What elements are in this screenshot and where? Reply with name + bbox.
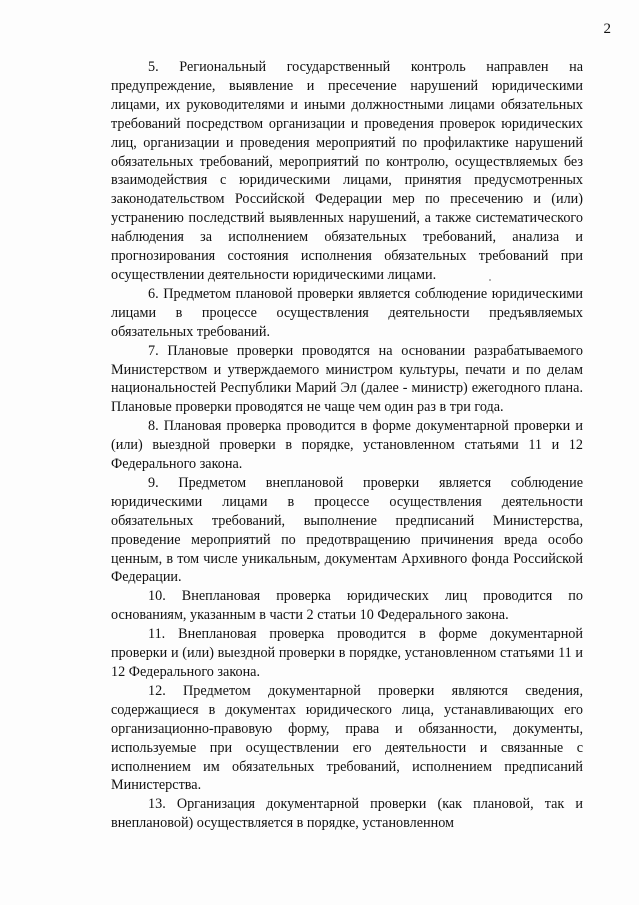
scan-speck	[489, 279, 491, 281]
paragraph-12: 12. Предметом документарной проверки являются сведения, содержащиеся в документах юридического лица, устанавливающих его организационно-правовую форму, права и обязанности, документы, используемые при осуществлении его деятельности и связанные с исполнением им обязательных требований, исполнением предписаний Министерства.	[111, 682, 583, 794]
paragraph-6: 6. Предметом плановой проверки является соблюдение юридическими лицами в процессе осуществления деятельности предъявляемых обязательных требований.	[111, 285, 583, 340]
paragraph-13: 13. Организация документарной проверки (как плановой, так и внеплановой) осуществляется в порядке, установленном	[111, 796, 583, 832]
paragraph-8: 8. Плановая проверка проводится в форме документарной проверки и (или) выездной проверки в порядке, установленном статьями 11 и 12 Федерального закона.	[111, 418, 583, 473]
paragraph-9: 9. Предметом внеплановой проверки является соблюдение юридическими лицами в процессе осуществления деятельности обязательных требований, выполнение предписаний Министерства, проведение мероприятий по предотвращению причинения вреда особо ценным, в том числе уникальным, документам Архивного фонда Российской Федерации.	[111, 474, 583, 586]
page-number: 2	[603, 21, 611, 37]
paragraph-7: 7. Плановые проверки проводятся на основании разрабатываемого Министерством и утверждаемого министром культуры, печати и по делам национальностей Республики Марий Эл (далее - министр) ежегодного плана. Плановые проверки проводятся не чаще чем один раз в три года.	[111, 342, 583, 416]
paragraph-10: 10. Внеплановая проверка юридических лиц проводится по основаниям, указанным в части 2 статьи 10 Федерального закона.	[111, 588, 583, 624]
paragraph-11: 11. Внеплановая проверка проводится в форме документарной проверки и (или) выездной проверки в порядке, установленном статьями 11 и 12 Федерального закона.	[111, 626, 583, 680]
document-body	[111, 58, 583, 833]
paragraph-5: 5. Региональный государственный контроль направлен на предупреждение, выявление и пресечение нарушений юридическими лицами, их руководителями и иными должностными лицами обязательных требований посредством организации и проведения проверок юридических лиц, организации и проведения мероприятий по профилактике нарушений обязательных требований, мероприятий по контролю, осуществляемых без взаимодействия с юридическими лицами, принятия предусмотренных законодательством Российской Федерации мер по пресечению и (или) устранению последствий выявленных нарушений, а также систематического наблюдения за исполнением обязательных требований, анализа и прогнозирования состояния исполнения обязательных требований при осуществлении деятельности юридическими лицами.	[111, 59, 583, 283]
